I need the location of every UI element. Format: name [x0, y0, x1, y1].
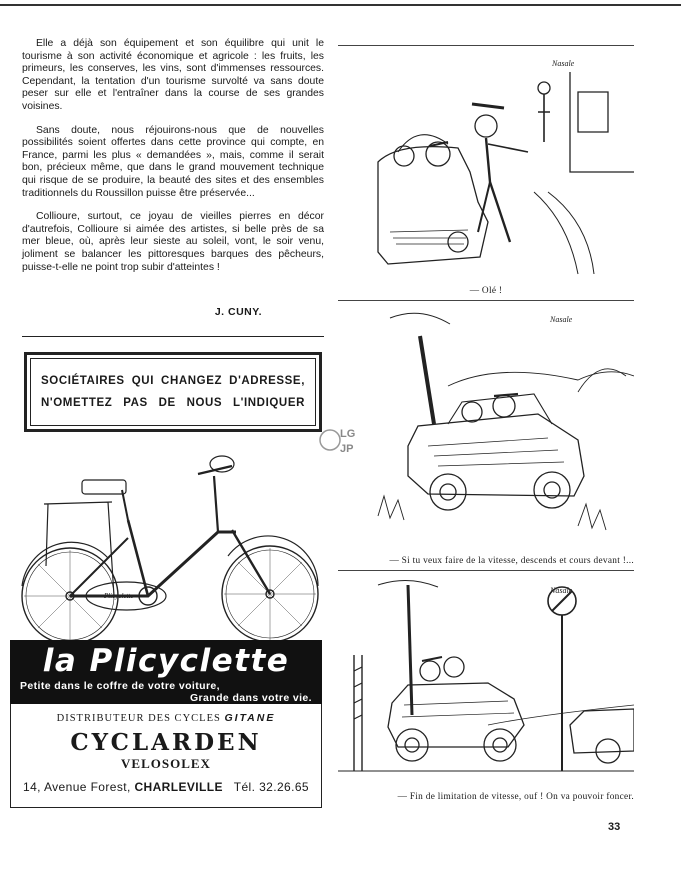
address-change-notice — [24, 352, 322, 432]
distributor-prefix: DISTRIBUTEUR DES CYCLES — [56, 713, 221, 724]
cartoon-caption: — Si tu veux faire de la vitesse, descends et cours devant !... — [389, 556, 634, 566]
notice-inner-frame — [30, 358, 316, 426]
watermark-text: JP — [340, 443, 354, 455]
cartoon-caption: — Olé ! — [469, 286, 503, 296]
folding-bicycle-illustration — [8, 446, 326, 646]
cartoon-caption: — Fin de limitation de vitesse, ouf ! On va pouvoir foncer. — [397, 792, 634, 802]
cartoonist-signature: Nasale — [552, 59, 575, 68]
dealer-name: CYCLARDEN — [70, 729, 262, 756]
brand-name: la Plicyclette — [42, 643, 290, 679]
page-number: 33 — [608, 821, 621, 833]
dealer-street-address: 14, Avenue Forest, — [23, 780, 131, 794]
bike-frame-label: Plicyclette — [104, 592, 134, 600]
watermark-text: LG — [340, 428, 356, 440]
article-paragraph: Collioure, surtout, ce joyau de vieilles pierres en décor d'autrefois, Collioure si aimée des artistes, si belle près de sa mer bleue, où, après leur sieste au soleil, vont, le soir venu, joliment se balancer les pittoresques barques des pêcheurs, puisse-t-elle ne point trop subir d'atteintes ! — [22, 211, 324, 273]
cartoon-ole-illustration — [338, 52, 634, 278]
brand-tagline: Petite dans le coffre de votre voiture, — [20, 680, 220, 692]
brand-tagline: Grande dans votre vie. — [189, 692, 312, 704]
cartoon-divider — [338, 45, 634, 46]
notice-line: N'OMETTEZ PAS DE NOUS L'INDIQUER — [41, 397, 305, 409]
dealer-block — [10, 704, 322, 808]
article-body — [22, 38, 324, 285]
cartoon-divider — [338, 300, 634, 301]
dealer-street — [23, 780, 223, 794]
cartoon-limitation-illustration — [338, 575, 634, 785]
article-signature: J. CUNY. — [214, 306, 262, 318]
distributor-brand: GITANE — [224, 712, 276, 724]
dealer-phone: Tél. 32.26.65 — [233, 780, 309, 794]
cartoon-vitesse-illustration — [338, 306, 634, 550]
dealer-city: CHARLEVILLE — [134, 780, 223, 794]
dealer-secondary-brand: VELOSOLEX — [121, 756, 211, 771]
plicyclette-brand-banner — [10, 640, 322, 704]
notice-line: SOCIÉTAIRES QUI CHANGEZ D'ADRESSE, — [41, 375, 305, 387]
top-rule — [0, 4, 681, 6]
distributor-line — [11, 712, 321, 724]
cartoon-divider — [338, 570, 634, 571]
section-divider — [22, 336, 324, 337]
article-paragraph: Sans doute, nous réjouirons-nous que de nouvelles possibilités soient offertes dans cette province qui compte, en France, parmi les plus « demandées », mais, comme il serait bon, précieux même, que dans le grand mouvement technique qui risque de se produire, la beauté des sites et des ensembles traditionnels du Roussillon puisse être préservée... — [22, 124, 324, 199]
cartoonist-signature: Nasale — [550, 586, 573, 595]
article-paragraph: Elle a déjà son équipement et son équilibre qui unit le tourisme à son activité économique et agricole : les fruits, les primeurs, les conserves, les vins, sont d'immenses ressources. Cependant, la tentation d'un tourisme survolté va sans doute peser sur elle et l'entraîner dans la course de ses grandes voisines. — [22, 38, 324, 112]
dealer-address-row — [11, 780, 321, 794]
cartoonist-signature: Nasale — [550, 315, 573, 324]
